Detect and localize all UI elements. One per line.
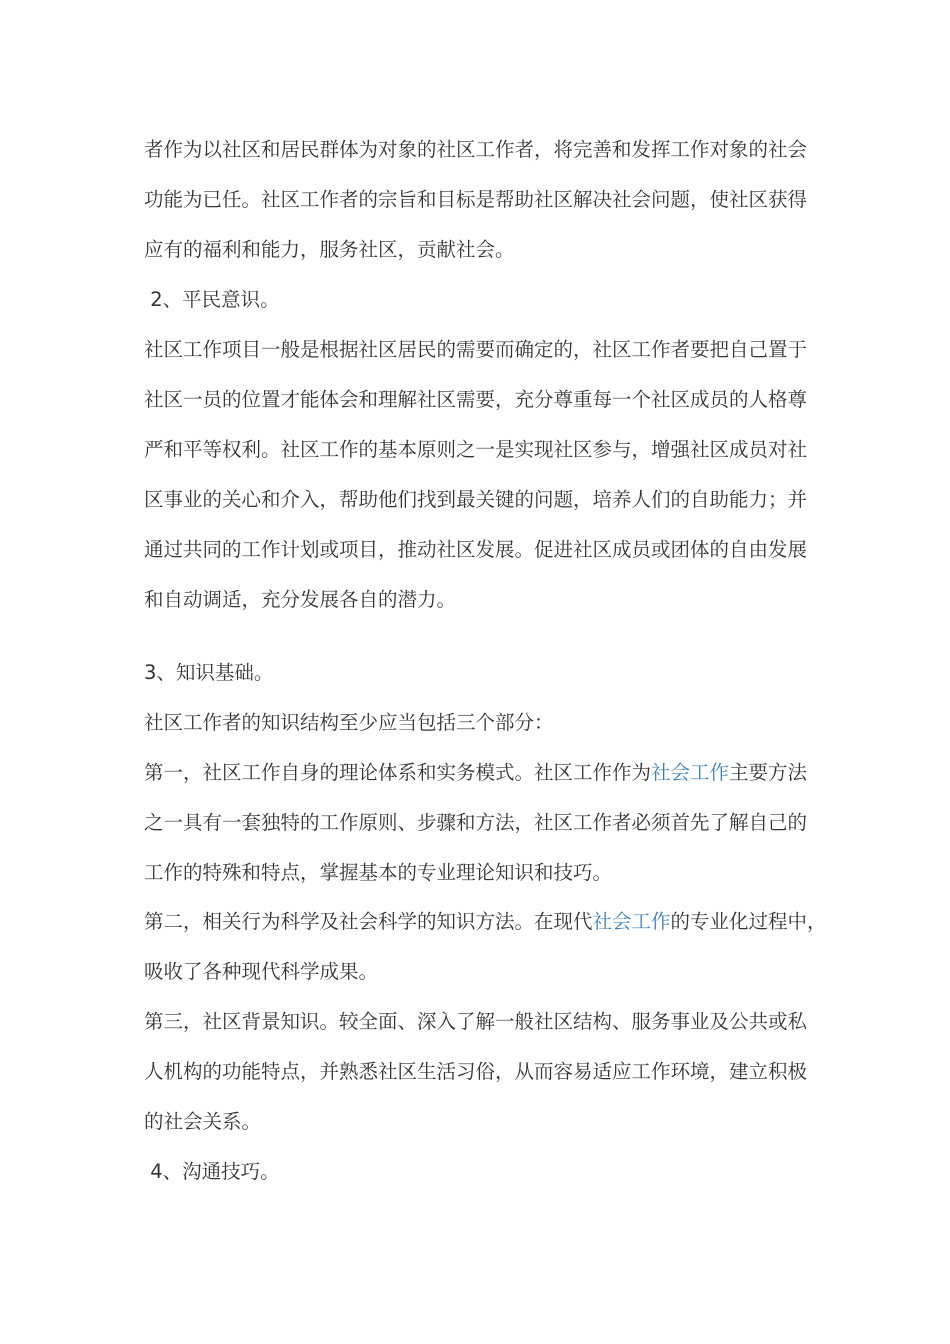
social-work-link[interactable]: 社会工作	[651, 761, 730, 784]
paragraph-line: 和自动调适，充分发展各自的潜力。	[144, 588, 457, 611]
paragraph-line: 严和平等权利。社区工作的基本原则之一是实现社区参与，增强社区成员对社	[144, 438, 808, 461]
paragraph-line: 吸收了各种现代科学成果。	[144, 960, 379, 983]
paragraph-line: 社区一员的位置才能体会和理解社区需要，充分尊重每一个社区成员的人格尊	[144, 388, 808, 411]
paragraph-line: 通过共同的工作计划或项目，推动社区发展。促进社区成员或团体的自由发展	[144, 538, 808, 561]
paragraph-line: 应有的福利和能力，服务社区，贡献社会。	[144, 238, 515, 261]
paragraph-line: 人机构的功能特点，并熟悉社区生活习俗，从而容易适应工作环境，建立积极	[144, 1060, 808, 1083]
paragraph-line: 社区工作者的知识结构至少应当包括三个部分：	[144, 711, 554, 734]
paragraph-line: 第三，社区背景知识。较全面、深入了解一般社区结构、服务事业及公共或私	[144, 1010, 808, 1033]
paragraph-line: 者作为以社区和居民群体为对象的社区工作者，将完善和发挥工作对象的社会	[144, 138, 808, 161]
paragraph-line: 功能为已任。社区工作者的宗旨和目标是帮助社区解决社会问题，使社区获得	[144, 188, 808, 211]
line-text: 第二，相关行为科学及社会科学的知识方法。在现代	[144, 910, 593, 933]
section-heading-4: 4、沟通技巧。	[144, 1160, 280, 1183]
paragraph-line: 的社会关系。	[144, 1110, 262, 1133]
paragraph-line: 区事业的关心和介入，帮助他们找到最关键的问题，培养人们的自助能力；并	[144, 488, 808, 511]
line-text: 主要方法	[729, 761, 808, 784]
line-text: 的专业化过程中，	[670, 910, 827, 933]
paragraph-line-with-link	[144, 909, 827, 935]
social-work-link[interactable]: 社会工作	[592, 910, 671, 933]
section-heading-3: 3、知识基础。	[144, 661, 274, 684]
paragraph-line: 社区工作项目一般是根据社区居民的需要而确定的，社区工作者要把自己置于	[144, 338, 808, 361]
section-heading-2: 2、平民意识。	[144, 288, 280, 311]
line-text: 第一，社区工作自身的理论体系和实务模式。社区工作作为	[144, 761, 652, 784]
paragraph-line-with-link	[144, 760, 807, 786]
paragraph-line: 工作的特殊和特点，掌握基本的专业理论知识和技巧。	[144, 861, 613, 884]
paragraph-line: 之一具有一套独特的工作原则、步骤和方法，社区工作者必须首先了解自己的	[144, 811, 808, 834]
